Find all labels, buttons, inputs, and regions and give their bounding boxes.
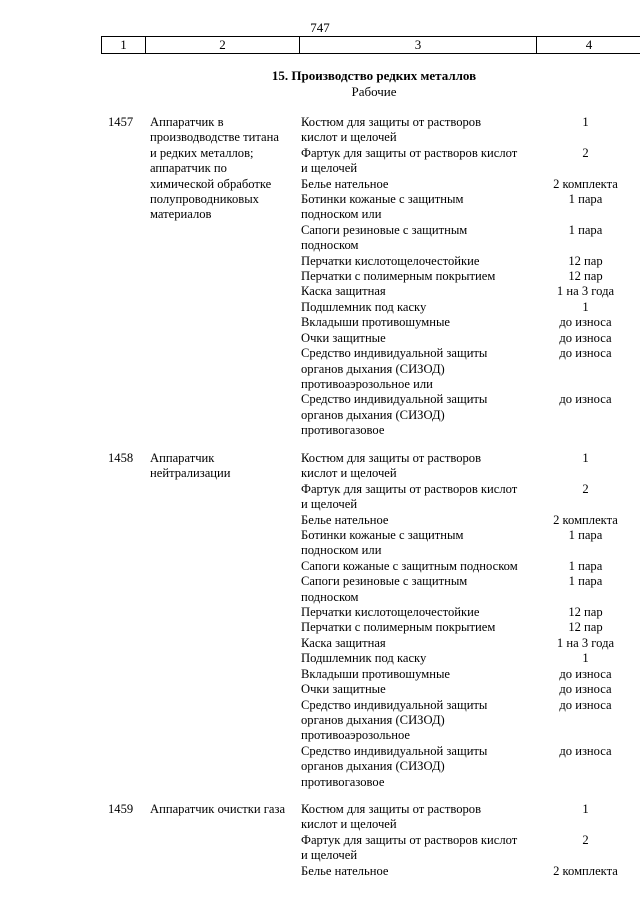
ppe-item-row: [301, 636, 640, 651]
ppe-item-name-line: и щелочей: [301, 497, 358, 512]
entry-profession: [150, 451, 300, 482]
page-number: 747: [310, 20, 330, 35]
ppe-item-quantity: 12 пар: [568, 620, 603, 635]
ppe-item-quantity: 1 пара: [568, 574, 603, 589]
ppe-item-name-line: и щелочей: [301, 161, 358, 176]
entry-number: 1459: [108, 802, 134, 816]
ppe-item-name: [301, 254, 531, 269]
ppe-item-name-line: Перчатки с полимерным покрытием: [301, 620, 496, 635]
ppe-item-name: [301, 682, 531, 697]
ppe-item-quantity: 1: [582, 299, 589, 314]
ppe-item-name-line: противогазовое: [301, 774, 385, 789]
ppe-item-name-line: органов дыхания (СИЗОД): [301, 361, 445, 376]
ppe-item-row: [301, 620, 640, 635]
ppe-item-quantity: до износа: [559, 666, 612, 681]
ppe-item-quantity: 1 на 3 года: [556, 284, 615, 299]
ppe-item-name-line: Фартук для защиты от растворов кислот: [301, 481, 518, 496]
ppe-item-row: [301, 346, 640, 392]
ppe-item-name-line: Сапоги резиновые с защитным: [301, 574, 468, 589]
ppe-item-row: [301, 513, 640, 528]
entry-number: 1457: [108, 115, 134, 129]
ppe-item-name-line: Ботинки кожаные с защитным: [301, 528, 464, 543]
profession-line: химической обработке: [150, 176, 272, 191]
ppe-item-name: [301, 667, 531, 682]
profession-line: производводстве титана: [150, 130, 279, 145]
profession-line: Аппаратчик в: [150, 115, 224, 129]
ppe-item-name: [301, 744, 531, 790]
column-header-3: 3: [300, 37, 537, 53]
ppe-item-row: [301, 482, 640, 513]
ppe-item-name: [301, 636, 531, 651]
ppe-item-row: [301, 331, 640, 346]
ppe-item-name-line: Сапоги резиновые с защитным: [301, 222, 468, 237]
ppe-item-name-line: Подшлемник под каску: [301, 651, 427, 666]
ppe-item-name: [301, 698, 531, 744]
ppe-item-name-line: Очки защитные: [301, 682, 386, 697]
ppe-item-quantity: 12 пар: [568, 253, 603, 268]
ppe-item-name-line: подноском или: [301, 543, 382, 558]
ppe-item-name: [301, 528, 531, 559]
ppe-item-name: [301, 605, 531, 620]
ppe-item-row: [301, 115, 640, 146]
ppe-item-name: [301, 284, 531, 299]
ppe-item-name: [301, 864, 531, 879]
ppe-item-quantity: 1 пара: [568, 222, 603, 237]
ppe-item-row: [301, 833, 640, 864]
entry-profession: [150, 115, 300, 223]
ppe-item-name-line: подноском или: [301, 207, 382, 222]
ppe-item-quantity: 1: [582, 451, 589, 465]
ppe-item-quantity: 1 на 3 года: [556, 635, 615, 650]
ppe-item-row: [301, 223, 640, 254]
ppe-item-name-line: Перчатки с полимерным покрытием: [301, 269, 496, 284]
ppe-item-quantity: 1: [582, 115, 589, 129]
ppe-item-name-line: Средство индивидуальной защиты: [301, 392, 488, 407]
column-header-row: [101, 36, 640, 54]
ppe-item-name-line: органов дыхания (СИЗОД): [301, 759, 445, 774]
ppe-item-name: [301, 651, 531, 666]
profession-line: Аппаратчик очистки газа: [150, 802, 286, 816]
profession-line: нейтрализации: [150, 466, 231, 481]
entry-number: 1458: [108, 451, 134, 465]
ppe-item-name-line: Белье нательное: [301, 863, 389, 878]
ppe-item-row: [301, 744, 640, 790]
column-header-4: 4: [585, 37, 593, 52]
ppe-item-quantity: 1: [582, 802, 589, 816]
ppe-item-name-line: Ботинки кожаные с защитным: [301, 192, 464, 207]
ppe-item-quantity: 2: [582, 832, 589, 847]
ppe-item-quantity: 1 пара: [568, 558, 603, 573]
ppe-item-row: [301, 192, 640, 223]
ppe-item-name-line: органов дыхания (СИЗОД): [301, 712, 445, 727]
ppe-item-row: [301, 392, 640, 438]
ppe-item-name: [301, 392, 531, 438]
ppe-item-name-line: противоаэрозольное или: [301, 376, 433, 391]
ppe-item-name-line: Очки защитные: [301, 330, 386, 345]
ppe-item-name: [301, 559, 531, 574]
ppe-item-quantity: до износа: [559, 330, 612, 345]
ppe-item-name: [301, 315, 531, 330]
ppe-item-name-line: Средство индивидуальной защиты: [301, 346, 488, 361]
column-header-1: 1: [102, 37, 146, 53]
ppe-item-name-line: Вкладыши противошумные: [301, 666, 451, 681]
ppe-item-row: [301, 451, 640, 482]
ppe-item-row: [301, 269, 640, 284]
ppe-item-row: [301, 651, 640, 666]
profession-line: аппаратчик по: [150, 161, 227, 176]
ppe-item-name-line: органов дыхания (СИЗОД): [301, 407, 445, 422]
ppe-item-name: [301, 331, 531, 346]
ppe-item-name-line: кислот и щелочей: [301, 817, 397, 832]
ppe-item-row: [301, 605, 640, 620]
ppe-item-quantity: 12 пар: [568, 605, 603, 620]
ppe-item-row: [301, 802, 640, 833]
ppe-item-name-line: Средство индивидуальной защиты: [301, 697, 488, 712]
ppe-item-row: [301, 667, 640, 682]
profession-line: материалов: [150, 207, 212, 222]
ppe-item-name: [301, 223, 531, 254]
ppe-item-name: [301, 482, 531, 513]
ppe-item-quantity: 1 пара: [568, 192, 603, 207]
entry-items: [301, 451, 640, 790]
ppe-item-name: [301, 620, 531, 635]
ppe-item-quantity: 2: [582, 145, 589, 160]
ppe-item-name-line: Белье нательное: [301, 176, 389, 191]
ppe-item-name-line: противоаэрозольное: [301, 728, 410, 743]
ppe-item-quantity: 12 пар: [568, 269, 603, 284]
ppe-item-row: [301, 698, 640, 744]
profession-line: полупроводниковых: [150, 192, 259, 207]
ppe-item-name-line: подноском: [301, 238, 359, 253]
ppe-item-name: [301, 300, 531, 315]
ppe-item-row: [301, 574, 640, 605]
ppe-item-name-line: Каска защитная: [301, 635, 386, 650]
section-title: 15. Производство редких металлов: [271, 68, 477, 83]
ppe-item-row: [301, 528, 640, 559]
ppe-item-name-line: Перчатки кислотощелочестойкие: [301, 605, 480, 620]
profession-line: и редких металлов;: [150, 145, 254, 160]
ppe-item-name-line: противогазовое: [301, 423, 385, 438]
ppe-item-quantity: 2 комплекта: [553, 863, 618, 878]
ppe-item-row: [301, 284, 640, 299]
ppe-item-name: [301, 269, 531, 284]
ppe-item-quantity: до износа: [559, 346, 612, 361]
ppe-item-name-line: Подшлемник под каску: [301, 299, 427, 314]
ppe-item-name-line: Средство индивидуальной защиты: [301, 743, 488, 758]
ppe-item-row: [301, 682, 640, 697]
ppe-item-name: [301, 833, 531, 864]
ppe-item-name-line: кислот и щелочей: [301, 466, 397, 481]
ppe-item-row: [301, 254, 640, 269]
ppe-item-name-line: Фартук для защиты от растворов кислот: [301, 832, 518, 847]
entry-profession: [150, 802, 300, 817]
ppe-item-quantity: до износа: [559, 682, 612, 697]
ppe-item-quantity: до износа: [559, 697, 612, 712]
ppe-item-row: [301, 864, 640, 879]
column-header-2: 2: [146, 37, 300, 53]
ppe-item-name: [301, 513, 531, 528]
ppe-item-name: [301, 115, 531, 146]
ppe-item-row: [301, 315, 640, 330]
ppe-item-row: [301, 559, 640, 574]
ppe-item-name: [301, 177, 531, 192]
ppe-item-name-line: Костюм для защиты от растворов: [301, 451, 482, 465]
ppe-item-quantity: 1: [582, 651, 589, 666]
ppe-item-name-line: подноском: [301, 589, 359, 604]
ppe-item-quantity: до износа: [559, 315, 612, 330]
ppe-item-name: [301, 451, 531, 482]
ppe-item-quantity: 2 комплекта: [553, 512, 618, 527]
ppe-item-quantity: до износа: [559, 392, 612, 407]
ppe-item-quantity: до износа: [559, 743, 612, 758]
ppe-item-name: [301, 802, 531, 833]
ppe-item-name-line: Сапоги кожаные с защитным подноском: [301, 558, 518, 573]
ppe-item-name-line: кислот и щелочей: [301, 130, 397, 145]
ppe-item-name: [301, 192, 531, 223]
section-subtitle: Рабочие: [351, 84, 397, 99]
ppe-item-row: [301, 300, 640, 315]
ppe-item-name-line: Костюм для защиты от растворов: [301, 115, 482, 129]
ppe-item-name-line: Костюм для защиты от растворов: [301, 802, 482, 816]
entry-items: [301, 802, 640, 879]
entry-items: [301, 115, 640, 439]
ppe-item-quantity: 2: [582, 481, 589, 496]
ppe-item-row: [301, 146, 640, 177]
ppe-item-name-line: Перчатки кислотощелочестойкие: [301, 253, 480, 268]
ppe-item-name-line: Белье нательное: [301, 512, 389, 527]
ppe-item-name-line: и щелочей: [301, 848, 358, 863]
ppe-item-name-line: Вкладыши противошумные: [301, 315, 451, 330]
ppe-item-quantity: 1 пара: [568, 528, 603, 543]
ppe-item-name-line: Фартук для защиты от растворов кислот: [301, 145, 518, 160]
ppe-item-row: [301, 177, 640, 192]
ppe-item-name: [301, 146, 531, 177]
ppe-item-name: [301, 574, 531, 605]
ppe-item-name-line: Каска защитная: [301, 284, 386, 299]
ppe-item-name: [301, 346, 531, 392]
profession-line: Аппаратчик: [150, 451, 215, 465]
ppe-item-quantity: 2 комплекта: [553, 176, 618, 191]
